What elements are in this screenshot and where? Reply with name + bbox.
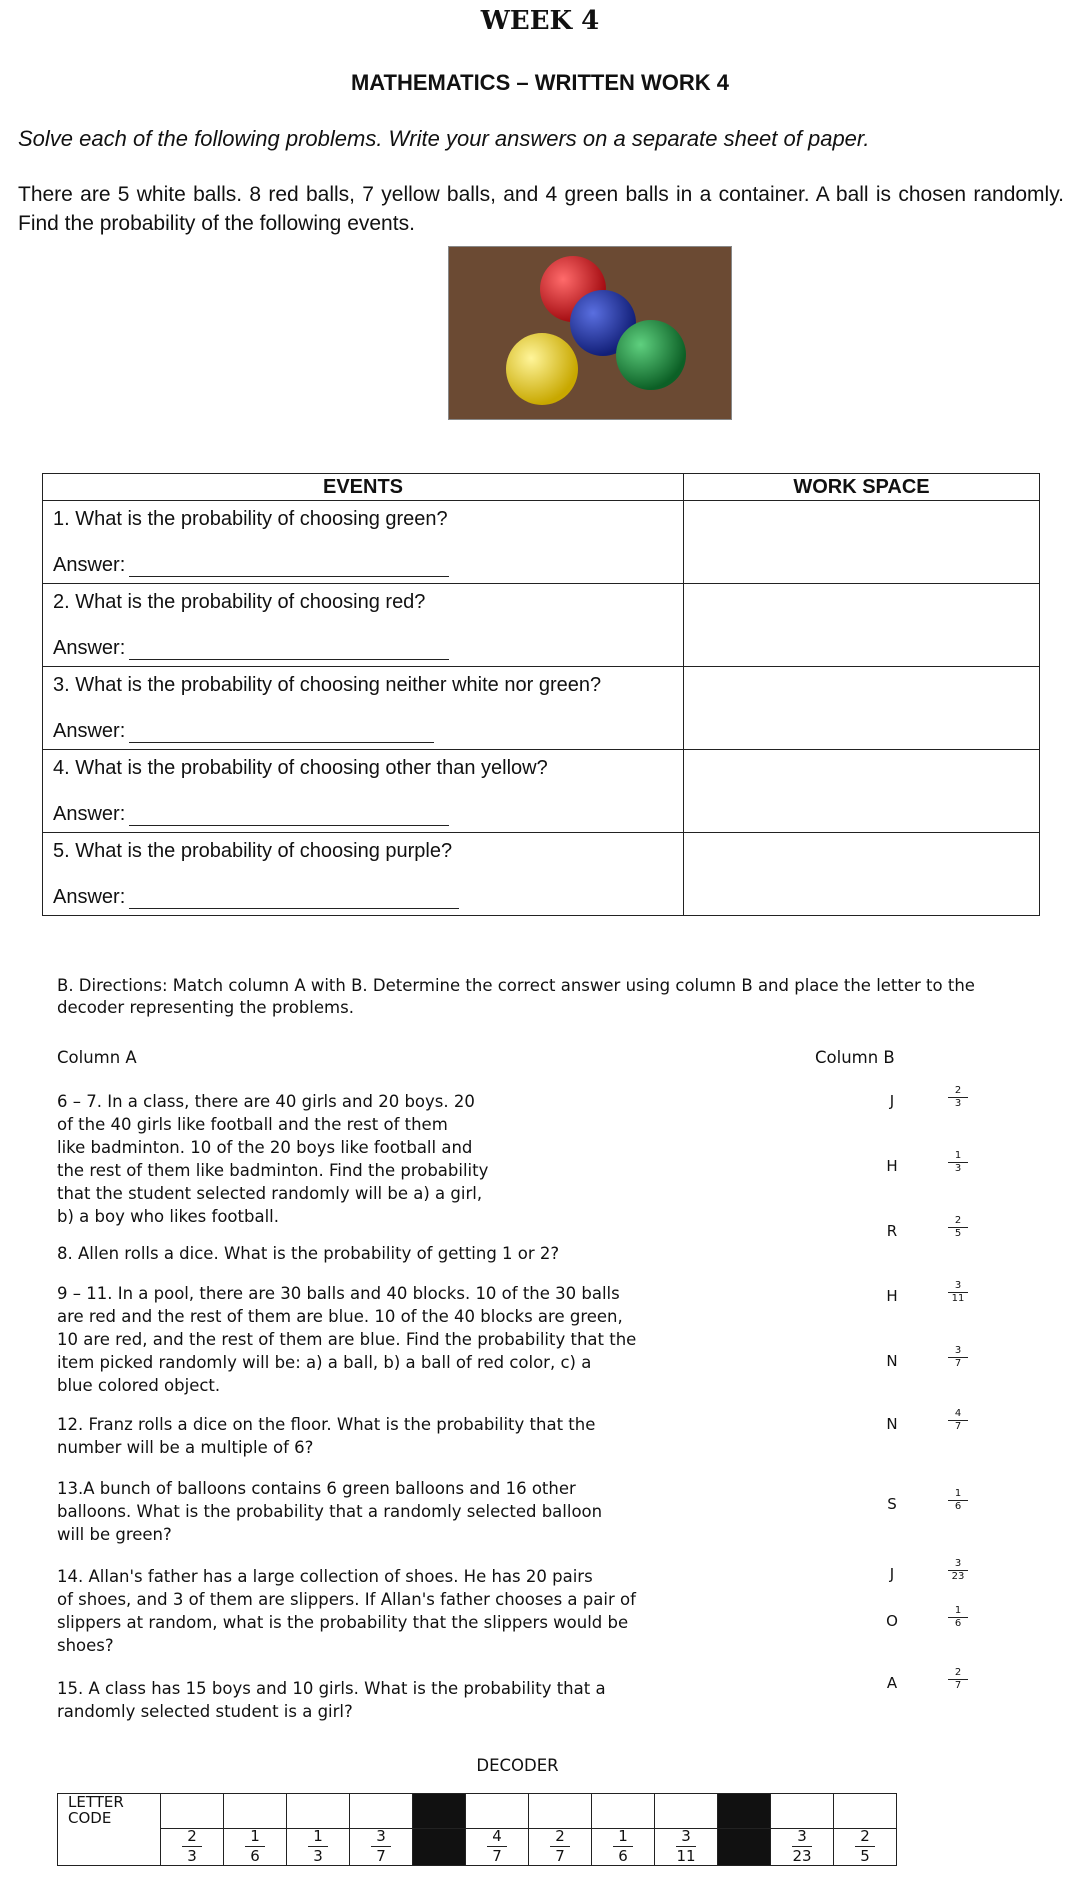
fraction-denominator: 3: [954, 1098, 962, 1109]
fraction-denominator: 7: [492, 1847, 502, 1865]
decoder-fraction-cell: [592, 1829, 655, 1866]
event-row: [43, 833, 1040, 916]
decoder-letter-box[interactable]: [161, 1794, 224, 1829]
fraction-numerator: 4: [954, 1408, 962, 1419]
event-row: [43, 584, 1040, 667]
decoder-fraction-cell: [771, 1829, 834, 1866]
decoder-letter-box[interactable]: [592, 1794, 655, 1829]
fraction-numerator: 3: [954, 1345, 962, 1356]
answer-line[interactable]: [129, 722, 434, 743]
answer-line[interactable]: [129, 888, 459, 909]
fraction-numerator: 4: [492, 1827, 502, 1845]
decoder-title: DECODER: [476, 1756, 559, 1775]
choice-fraction: [945, 1409, 971, 1432]
decoder-fraction: [792, 1829, 812, 1864]
choice-fraction: [945, 1216, 971, 1239]
letter-code-spacer: [58, 1829, 161, 1866]
fraction-numerator: 3: [954, 1280, 962, 1291]
choice-letter: N: [886, 1352, 898, 1370]
decoder-fraction: [550, 1829, 570, 1864]
fraction-numerator: 1: [954, 1150, 962, 1161]
column-b-label: Column B: [815, 1048, 895, 1067]
choice-letter: R: [886, 1222, 898, 1240]
fraction-numerator: 1: [313, 1827, 323, 1845]
answer-label: Answer:: [53, 720, 126, 742]
decoder-fraction: [371, 1829, 391, 1864]
decoder-space: [718, 1829, 771, 1866]
decoder-fraction-cell: [529, 1829, 592, 1866]
fraction-numerator: 3: [797, 1827, 807, 1845]
fraction-denominator: 3: [313, 1847, 323, 1865]
fraction-denominator: 11: [951, 1293, 965, 1304]
subject-title: MATHEMATICS – WRITTEN WORK 4: [350, 70, 730, 95]
work-space-cell[interactable]: [684, 584, 1040, 667]
fraction-numerator: 2: [954, 1085, 962, 1096]
yellow-ball: [506, 333, 578, 405]
decoder-space: [413, 1829, 466, 1866]
fraction-numerator: 2: [555, 1827, 565, 1845]
answer-line[interactable]: [129, 639, 449, 660]
decoder-fraction-cell: [834, 1829, 897, 1866]
problem-intro: There are 5 white balls. 8 red balls, 7 yellow balls, and 4 green balls in a container. A ball is chosen randomly. Find the probability of the following events.: [18, 183, 1064, 235]
event-question: 3. What is the probability of choosing neither white nor green?: [53, 674, 602, 696]
choice-letter: S: [887, 1495, 897, 1513]
fraction-numerator: 1: [618, 1827, 628, 1845]
decoder-fraction: [245, 1829, 265, 1864]
event-row: [43, 501, 1040, 584]
choice-fraction: [945, 1606, 971, 1629]
fraction-denominator: 5: [954, 1228, 962, 1239]
event-row: [43, 667, 1040, 750]
fraction-numerator: 2: [860, 1827, 870, 1845]
decoder-letter-box[interactable]: [224, 1794, 287, 1829]
choice-letter: J: [889, 1092, 895, 1110]
fraction-numerator: 1: [250, 1827, 260, 1845]
answer-label: Answer:: [53, 886, 126, 908]
event-question: 2. What is the probability of choosing red?: [53, 591, 426, 613]
answer-label: Answer:: [53, 637, 126, 659]
work-space-cell[interactable]: [684, 501, 1040, 584]
answer-line[interactable]: [129, 556, 449, 577]
answer-label: Answer:: [53, 554, 126, 576]
choice-fraction: [945, 1559, 971, 1582]
decoder-fraction: [182, 1829, 202, 1864]
fraction-denominator: 6: [250, 1847, 260, 1865]
decoder-fraction-cell: [161, 1829, 224, 1866]
decoder-fraction: [308, 1829, 328, 1864]
fraction-numerator: 3: [376, 1827, 386, 1845]
column-a-label: Column A: [57, 1048, 137, 1067]
answer-line[interactable]: [129, 805, 449, 826]
choice-fraction: [945, 1151, 971, 1174]
decoder-fraction: [676, 1829, 696, 1864]
colored-balls-photo: [448, 246, 732, 420]
fraction-denominator: 6: [954, 1501, 962, 1512]
week-title: WEEK 4: [480, 6, 600, 36]
column-a-problem: 9 – 11. In a pool, there are 30 balls and 40 blocks. 10 of the 30 balls are red and the rest of them are blue. 10 of the 40 blocks are green, 10 are red, and the rest of them are blue. Find the probability that the item picked randomly will be: a) a ball, b) a ball of red color, c) a blue colored object.: [57, 1284, 637, 1395]
column-a-problem: 12. Franz rolls a dice on the floor. What is the probability that the number will be a multiple of 6?: [57, 1415, 596, 1457]
fraction-denominator: 7: [954, 1421, 962, 1432]
decoder-fraction-cell: [466, 1829, 529, 1866]
event-question: 5. What is the probability of choosing purple?: [53, 840, 453, 862]
decoder-letter-box[interactable]: [834, 1794, 897, 1829]
choice-fraction: [945, 1086, 971, 1109]
decoder-fraction-cell: [350, 1829, 413, 1866]
column-a-problem: 15. A class has 15 boys and 10 girls. What is the probability that a randomly selected student is a girl?: [57, 1679, 606, 1721]
green-ball: [616, 320, 686, 390]
choice-letter: H: [886, 1287, 898, 1305]
choice-fraction: [945, 1489, 971, 1512]
fraction-denominator: 5: [860, 1847, 870, 1865]
fraction-numerator: 1: [954, 1605, 962, 1616]
decoder-fraction-cell: [287, 1829, 350, 1866]
decoder-letter-box[interactable]: [350, 1794, 413, 1829]
instructions: Solve each of the following problems. Write your answers on a separate sheet of paper.: [18, 126, 870, 151]
fraction-numerator: 3: [954, 1558, 962, 1569]
decoder-letter-box[interactable]: [771, 1794, 834, 1829]
decoder-letter-box[interactable]: [466, 1794, 529, 1829]
events-table: [42, 473, 1040, 916]
section-b-directions: B. Directions: Match column A with B. Determine the correct answer using column B and place the letter to the decoder representing the problems.: [57, 976, 975, 1017]
choice-letter: N: [886, 1415, 898, 1433]
work-space-cell[interactable]: [684, 750, 1040, 833]
decoder-fraction: [613, 1829, 633, 1864]
event-question: 1. What is the probability of choosing green?: [53, 508, 448, 530]
event-row: [43, 750, 1040, 833]
choice-fraction: [945, 1668, 971, 1691]
work-space-cell[interactable]: [684, 667, 1040, 750]
choice-letter: J: [889, 1565, 895, 1583]
decoder-space: [718, 1794, 771, 1829]
fraction-denominator: 7: [954, 1358, 962, 1369]
work-space-cell[interactable]: [684, 833, 1040, 916]
choice-letter: H: [886, 1157, 898, 1175]
column-a-problem: 13.A bunch of balloons contains 6 green balloons and 16 other balloons. What is the probability that a randomly selected balloon will be green?: [57, 1479, 603, 1544]
fraction-denominator: 7: [376, 1847, 386, 1865]
choice-letter: A: [886, 1674, 898, 1692]
choice-fraction: [945, 1281, 971, 1304]
fraction-denominator: 3: [954, 1163, 962, 1174]
event-question: 4. What is the probability of choosing other than yellow?: [53, 757, 548, 779]
column-a-problem: 6 – 7. In a class, there are 40 girls and 20 boys. 20 of the 40 girls like football and the rest of them like badminton. 10 of the 20 boys like football and the rest of them like badminton. Find the probability that the student selected randomly will be a) a girl, b) a boy who likes football.: [57, 1092, 489, 1226]
fraction-numerator: 3: [681, 1827, 691, 1845]
fraction-denominator: 23: [951, 1571, 965, 1582]
decoder-fraction: [487, 1829, 507, 1864]
fraction-numerator: 1: [954, 1488, 962, 1499]
fraction-denominator: 3: [187, 1847, 197, 1865]
fraction-denominator: 6: [618, 1847, 628, 1865]
decoder-table: [57, 1793, 897, 1866]
decoder-fraction-cell: [655, 1829, 718, 1866]
choice-fraction: [945, 1346, 971, 1369]
decoder-letter-box[interactable]: [529, 1794, 592, 1829]
fraction-numerator: 2: [187, 1827, 197, 1845]
fraction-numerator: 2: [954, 1215, 962, 1226]
fraction-denominator: 7: [954, 1680, 962, 1691]
fraction-denominator: 11: [676, 1847, 696, 1865]
fraction-denominator: 6: [954, 1618, 962, 1629]
choice-letter: O: [886, 1612, 898, 1630]
decoder-letter-box[interactable]: [655, 1794, 718, 1829]
workspace-header: WORK SPACE: [684, 474, 1040, 501]
column-a-problem: 14. Allan's father has a large collection of shoes. He has 20 pairs of shoes, and 3 of them are slippers. If Allan's father chooses a pair of slippers at random, what is the probability that the slippers would be shoes?: [57, 1567, 636, 1655]
decoder-space: [413, 1794, 466, 1829]
events-header: EVENTS: [43, 474, 684, 501]
decoder-letter-box[interactable]: [287, 1794, 350, 1829]
column-a-problem: 8. Allen rolls a dice. What is the probability of getting 1 or 2?: [57, 1244, 560, 1263]
fraction-denominator: 23: [792, 1847, 812, 1865]
answer-label: Answer:: [53, 803, 126, 825]
fraction-numerator: 2: [954, 1667, 962, 1678]
decoder-fraction-cell: [224, 1829, 287, 1866]
letter-code-label: LETTER CODE: [58, 1794, 161, 1829]
fraction-denominator: 7: [555, 1847, 565, 1865]
decoder-fraction: [855, 1829, 875, 1864]
